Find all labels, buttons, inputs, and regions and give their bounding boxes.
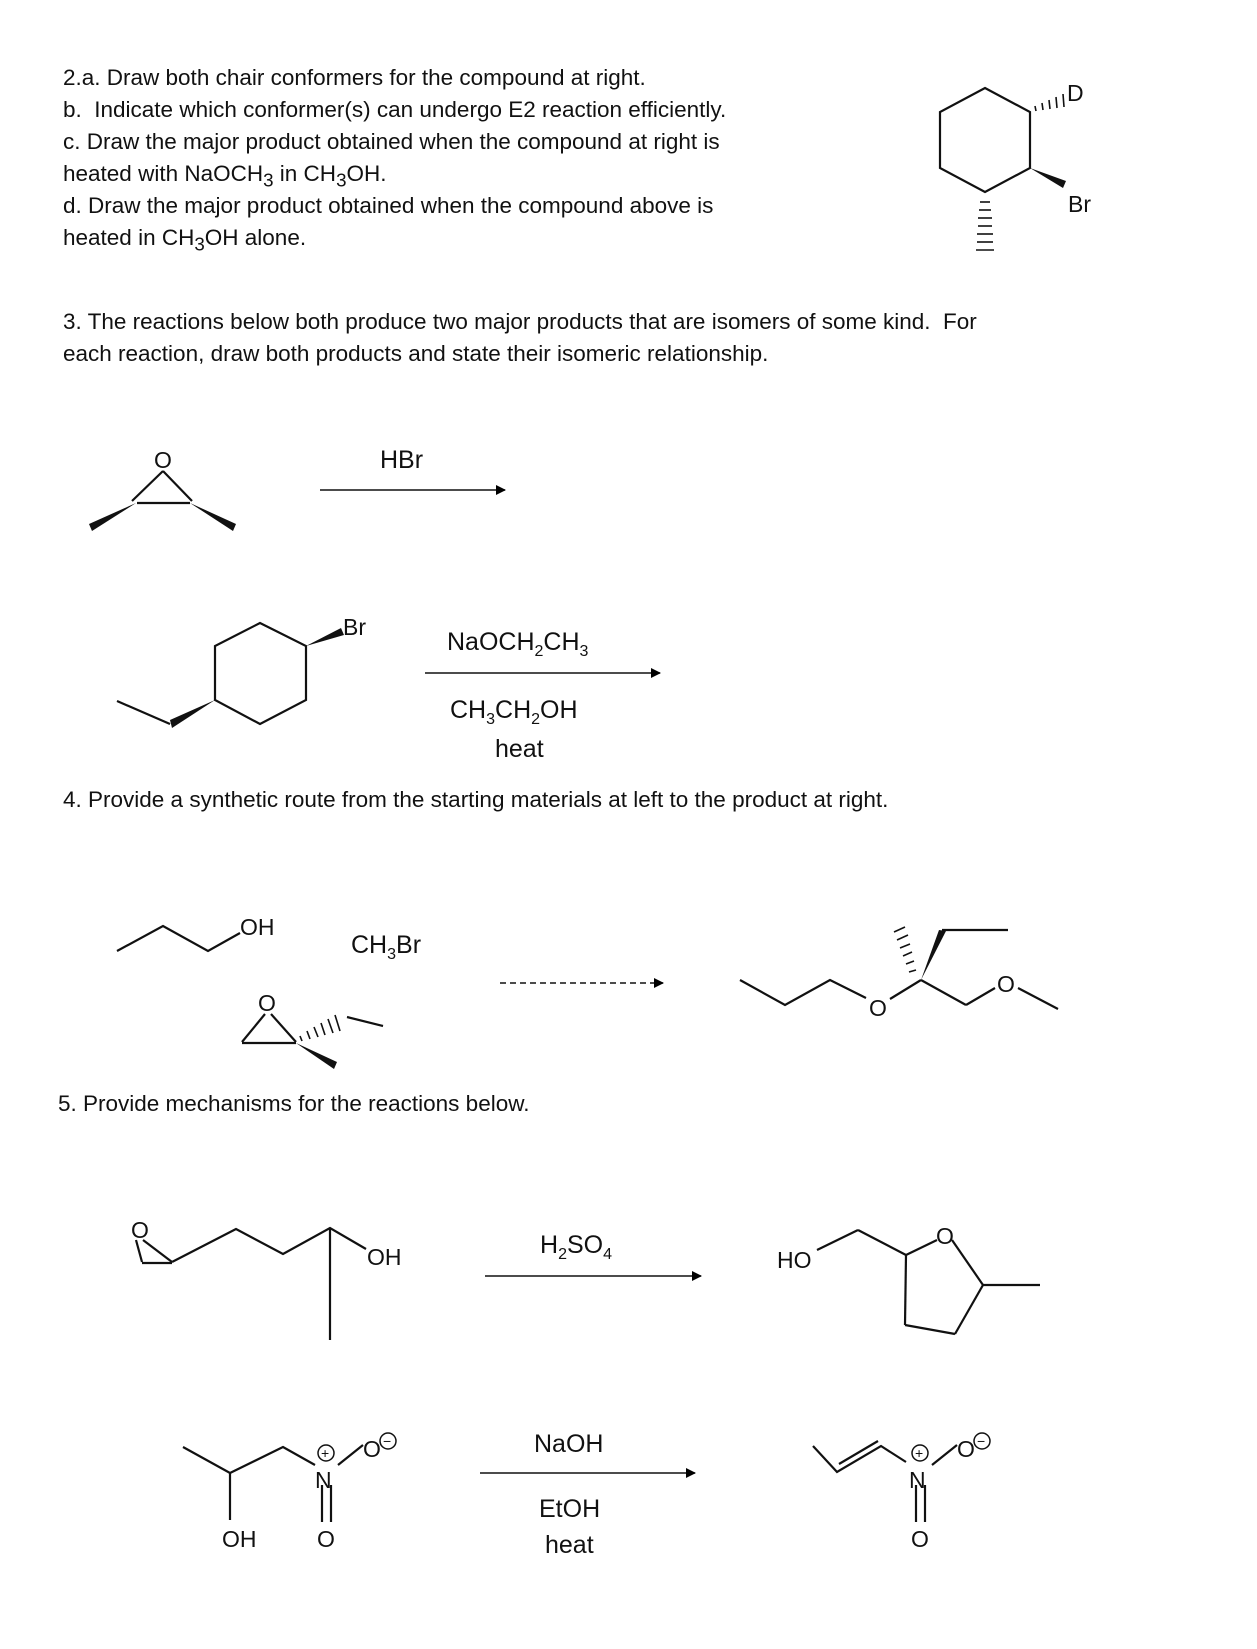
q4-epoxide-oxygen: O <box>258 990 276 1016</box>
q3-line-2: each reaction, draw both products and state their isomeric relationship. <box>63 341 769 366</box>
q3-rxn2-solvent: $CH_3CH_2OH$ <box>450 696 578 728</box>
wedge-bond <box>306 628 344 646</box>
q4-text: 4. Provide a synthetic route from the starting materials at left to the product at right. <box>63 787 889 812</box>
q3-rxn2-cyclohexane <box>117 623 344 728</box>
q4-propanol <box>117 926 240 951</box>
q4-methyl-bromide: $CH_3Br$ <box>351 931 422 963</box>
q5-rxn2-product-o-single: O <box>957 1436 975 1462</box>
q5-rxn2-product-plus-charge: + <box>915 1445 924 1461</box>
q5-rxn1-product-ho: HO <box>777 1247 812 1273</box>
q5-rxn2-reactant-o-double: O <box>317 1526 335 1552</box>
wedge-bond <box>170 700 215 728</box>
q5-rxn2-reactant-oh: OH <box>222 1526 257 1552</box>
wedge-bond <box>296 1043 337 1069</box>
wedge-bond <box>190 503 236 531</box>
q5-rxn2-reactant-minus-charge: − <box>383 1433 392 1449</box>
q2-atom-d: D <box>1067 80 1084 106</box>
q5-rxn1-oh: OH <box>367 1244 402 1270</box>
q5-rxn2-reactant-o-single: O <box>363 1436 381 1462</box>
q3-rxn2-condition: heat <box>495 735 544 763</box>
wedge-bond <box>89 503 136 531</box>
q2-hashed-bond-methyl <box>976 202 994 250</box>
q5-rxn1-epoxide-oxygen: O <box>131 1217 149 1243</box>
q2-line-a: 2.a. Draw both chair conformers for the compound at right. <box>63 65 646 90</box>
q5-rxn2-condition: heat <box>545 1531 594 1559</box>
q2-cyclohexane-structure <box>940 88 1066 250</box>
q5-rxn2-reactant-plus-charge: + <box>321 1445 330 1461</box>
q3-rxn2-br: Br <box>343 614 366 640</box>
hashed-bond <box>894 927 916 972</box>
q5-rxn2-reagent: NaOH <box>534 1430 604 1458</box>
q5-rxn1-product-ring-oxygen: O <box>936 1223 954 1249</box>
q5-rxn2-solvent: EtOH <box>539 1495 601 1523</box>
q2-atom-br: Br <box>1068 191 1091 217</box>
q5-text: 5. Provide mechanisms for the reactions below. <box>58 1091 530 1116</box>
q2-line-c: c. Draw the major product obtained when the compound at right is <box>63 129 720 154</box>
q4-propanol-oh: OH <box>240 914 275 940</box>
q5-rxn1-reagent: $H_2SO_4$ <box>540 1231 612 1263</box>
q5-rxn2-reactant-n: N <box>315 1467 332 1493</box>
q2-hashed-bond-d <box>1035 94 1064 111</box>
q5-rxn2-product-n: N <box>909 1467 926 1493</box>
q2-line-d2: heated in $CH_3OH$ alone. <box>63 225 307 255</box>
q2-line-c2: heated with NaOCH$_3$ in $CH_3OH$. <box>63 161 387 191</box>
q5-rxn2-product-minus-charge: − <box>977 1433 986 1449</box>
q3-rxn1-oxygen: O <box>154 447 172 473</box>
q4-product-ether-oxygen-1: O <box>869 995 887 1021</box>
q5-rxn1-reactant <box>136 1228 366 1340</box>
q2-line-d: d. Draw the major product obtained when the compound above is <box>63 193 714 218</box>
q5-rxn1-product <box>817 1230 1040 1334</box>
q2-wedge-bond-br <box>1030 168 1066 188</box>
q3-rxn1-epoxide <box>89 471 236 531</box>
q4-epoxide <box>242 1014 383 1069</box>
hashed-bond <box>300 1015 340 1041</box>
q5-rxn2-product-o-double: O <box>911 1526 929 1552</box>
q4-product-ether-oxygen-2: O <box>997 971 1015 997</box>
wedge-bond <box>921 930 946 980</box>
q3-rxn2-reagent: $NaOCH_2CH_3$ <box>447 628 589 660</box>
q3-rxn1-reagent: HBr <box>380 446 424 474</box>
q2-line-b: b. Indicate which conformer(s) can undergo E2 reaction efficiently. <box>63 97 727 122</box>
q3-line-1: 3. The reactions below both produce two major products that are isomers of some kind. For <box>63 309 977 334</box>
